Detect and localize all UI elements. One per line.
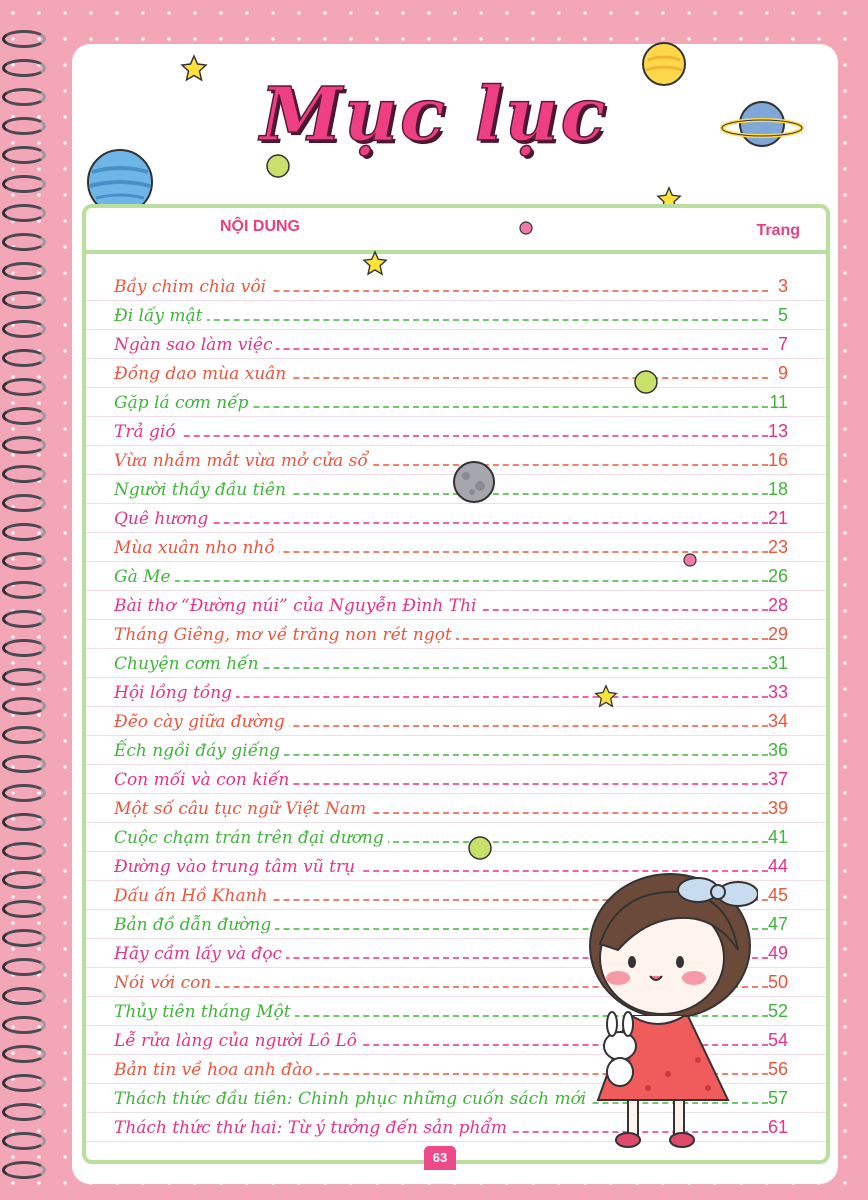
spiral-ring: [2, 755, 46, 773]
spiral-ring: [2, 581, 46, 599]
toc-entry-title: Cuộc chạm trán trên đại dương: [114, 828, 388, 848]
spiral-ring: [2, 1016, 46, 1034]
spiral-ring: [2, 987, 46, 1005]
toc-entry-title: Ếch ngồi đáy giếng: [114, 741, 284, 761]
spiral-ring: [2, 668, 46, 686]
spiral-ring: [2, 262, 46, 280]
spiral-binding: [0, 30, 52, 1190]
toc-entry: [86, 765, 826, 794]
spiral-ring: [2, 871, 46, 889]
toc-entry-title: Đường vào trung tâm vũ trụ: [114, 857, 359, 877]
toc-entry-page: 18: [767, 479, 788, 499]
toc-entry: [86, 591, 826, 620]
toc-entry-title: Bản đồ dẫn đường: [114, 915, 275, 935]
leader-dots: [114, 435, 768, 437]
green-dot-icon: [466, 834, 494, 862]
leader-dots: [114, 319, 768, 321]
pink-dot-icon: [518, 220, 534, 236]
toc-entry-page: 57: [767, 1088, 788, 1108]
toc-entry-title: Hãy cầm lấy và đọc: [114, 944, 286, 964]
toc-entry-title: Thách thức thứ hai: Từ ý tưởng đến sản phẩm: [114, 1118, 511, 1138]
spiral-ring: [2, 233, 46, 251]
toc-entry: [86, 388, 826, 417]
spiral-ring: [2, 813, 46, 831]
toc-entry-title: Tháng Giêng, mơ về trăng non rét ngọt: [114, 625, 456, 645]
toc-entry: [86, 272, 826, 301]
spiral-ring: [2, 407, 46, 425]
toc-entry-page: 37: [767, 769, 788, 789]
toc-entry: [86, 823, 826, 852]
toc-entry-page: 21: [767, 508, 788, 528]
toc-entry: [86, 794, 826, 823]
spiral-ring: [2, 465, 46, 483]
toc-entry-page: 56: [767, 1059, 788, 1079]
toc-entry-title: Mùa xuân nho nhỏ: [114, 538, 279, 558]
content-column-label: NỘI DUNG: [220, 218, 300, 235]
toc-entry-title: Con mối và con kiến: [114, 770, 293, 790]
spiral-ring: [2, 523, 46, 541]
toc-entry-page: 33: [767, 682, 788, 702]
spiral-ring: [2, 30, 46, 48]
moon-icon: [450, 458, 498, 506]
toc-entry-title: Người thầy đầu tiên: [114, 480, 290, 500]
page-number: 63: [424, 1146, 456, 1170]
spiral-ring: [2, 1074, 46, 1092]
toc-entry-title: Dấu ấn Hồ Khanh: [114, 886, 271, 906]
spiral-ring: [2, 900, 46, 918]
toc-entry-title: Bản tin về hoa anh đào: [114, 1060, 316, 1080]
spiral-ring: [2, 842, 46, 860]
toc-entry-title: Hội lồng tồng: [114, 683, 236, 703]
toc-entry: [86, 359, 826, 388]
toc-entry-title: Bài thơ “Đường núi” của Nguyễn Đình Thi: [114, 596, 480, 616]
toc-entry-page: 7: [777, 334, 788, 354]
spiral-ring: [2, 291, 46, 309]
toc-entry: [86, 649, 826, 678]
spiral-ring: [2, 1161, 46, 1179]
spiral-ring: [2, 1045, 46, 1063]
toc-entry: [86, 533, 826, 562]
spiral-ring: [2, 175, 46, 193]
spiral-ring: [2, 378, 46, 396]
toc-entry-page: 5: [777, 305, 788, 325]
spiral-ring: [2, 697, 46, 715]
toc-entry-page: 26: [767, 566, 788, 586]
toc-entry-page: 54: [767, 1030, 788, 1050]
toc-entry-page: 44: [767, 856, 788, 876]
toc-entry-page: 28: [767, 595, 788, 615]
toc-entry-title: Vừa nhắm mắt vừa mở cửa sổ: [114, 451, 372, 471]
toc-entry-page: 49: [767, 943, 788, 963]
toc-entry-page: 29: [767, 624, 788, 644]
toc-entry-title: Đồng dao mùa xuân: [114, 364, 290, 384]
toc-entry-page: 23: [767, 537, 788, 557]
toc-entry-page: 3: [777, 276, 788, 296]
toc-entry-page: 47: [767, 914, 788, 934]
toc-entry-page: 50: [767, 972, 788, 992]
toc-entry-title: Trả gió: [114, 422, 180, 442]
spiral-ring: [2, 639, 46, 657]
pink-dot-icon: [682, 552, 698, 568]
toc-entry-page: 34: [767, 711, 788, 731]
spiral-ring: [2, 1103, 46, 1121]
toc-entry-page: 41: [767, 827, 788, 847]
toc-entry-page: 45: [767, 885, 788, 905]
toc-entry: [86, 707, 826, 736]
toc-entry-title: Lễ rửa làng của người Lô Lô: [114, 1031, 361, 1051]
toc-header: [86, 208, 826, 254]
toc-entry: [86, 620, 826, 649]
toc-entry-title: Ngàn sao làm việc: [114, 335, 276, 355]
toc-entry: [86, 301, 826, 330]
toc-entry: [86, 562, 826, 591]
toc-entry-title: Một số câu tục ngữ Việt Nam: [114, 799, 370, 819]
toc-entry: [86, 736, 826, 765]
toc-entry-title: Nói với con: [114, 973, 215, 993]
spiral-ring: [2, 436, 46, 454]
page-title: Mục lục: [260, 72, 608, 158]
spiral-ring: [2, 1132, 46, 1150]
toc-entry-page: 36: [767, 740, 788, 760]
spiral-ring: [2, 349, 46, 367]
spiral-ring: [2, 929, 46, 947]
toc-entry-title: Bầy chim chìa vôi: [114, 277, 270, 297]
toc-entry-page: 11: [769, 392, 788, 412]
toc-entry-page: 13: [767, 421, 788, 441]
toc-entry: [86, 504, 826, 533]
toc-entry-title: Chuyện cơm hến: [114, 654, 263, 674]
spiral-ring: [2, 320, 46, 338]
toc-entry-page: 61: [767, 1117, 788, 1137]
page-column-label: Trang: [756, 222, 800, 239]
girl-illustration: [578, 860, 758, 1160]
toc-entry-page: 52: [767, 1001, 788, 1021]
toc-entry-title: Thủy tiên tháng Một: [114, 1002, 295, 1022]
star-icon: [362, 250, 388, 276]
toc-entry-title: Đẽo cày giữa đường: [114, 712, 289, 732]
toc-entry-title: Thách thức đầu tiên: Chinh phục những cuốn sách mới: [114, 1089, 590, 1109]
star-icon: [594, 684, 618, 708]
spiral-ring: [2, 726, 46, 744]
toc-entry-page: 9: [777, 363, 788, 383]
toc-entry-page: 39: [767, 798, 788, 818]
spiral-ring: [2, 610, 46, 628]
toc-entry: [86, 330, 826, 359]
toc-entry: [86, 417, 826, 446]
spiral-ring: [2, 494, 46, 512]
green-dot-icon: [632, 368, 660, 396]
spiral-ring: [2, 784, 46, 802]
toc-entry: [86, 678, 826, 707]
spiral-ring: [2, 552, 46, 570]
spiral-ring: [2, 204, 46, 222]
leader-dots: [114, 580, 768, 582]
toc-entry-page: 31: [767, 653, 788, 673]
toc-entry-title: Quê hương: [114, 509, 212, 529]
spiral-ring: [2, 958, 46, 976]
toc-entry-page: 16: [767, 450, 788, 470]
toc-entry-title: Gặp lá cơm nếp: [114, 393, 253, 413]
toc-entry-title: Đi lấy mật: [114, 306, 207, 326]
toc-entry-title: Gà Me: [114, 567, 175, 587]
